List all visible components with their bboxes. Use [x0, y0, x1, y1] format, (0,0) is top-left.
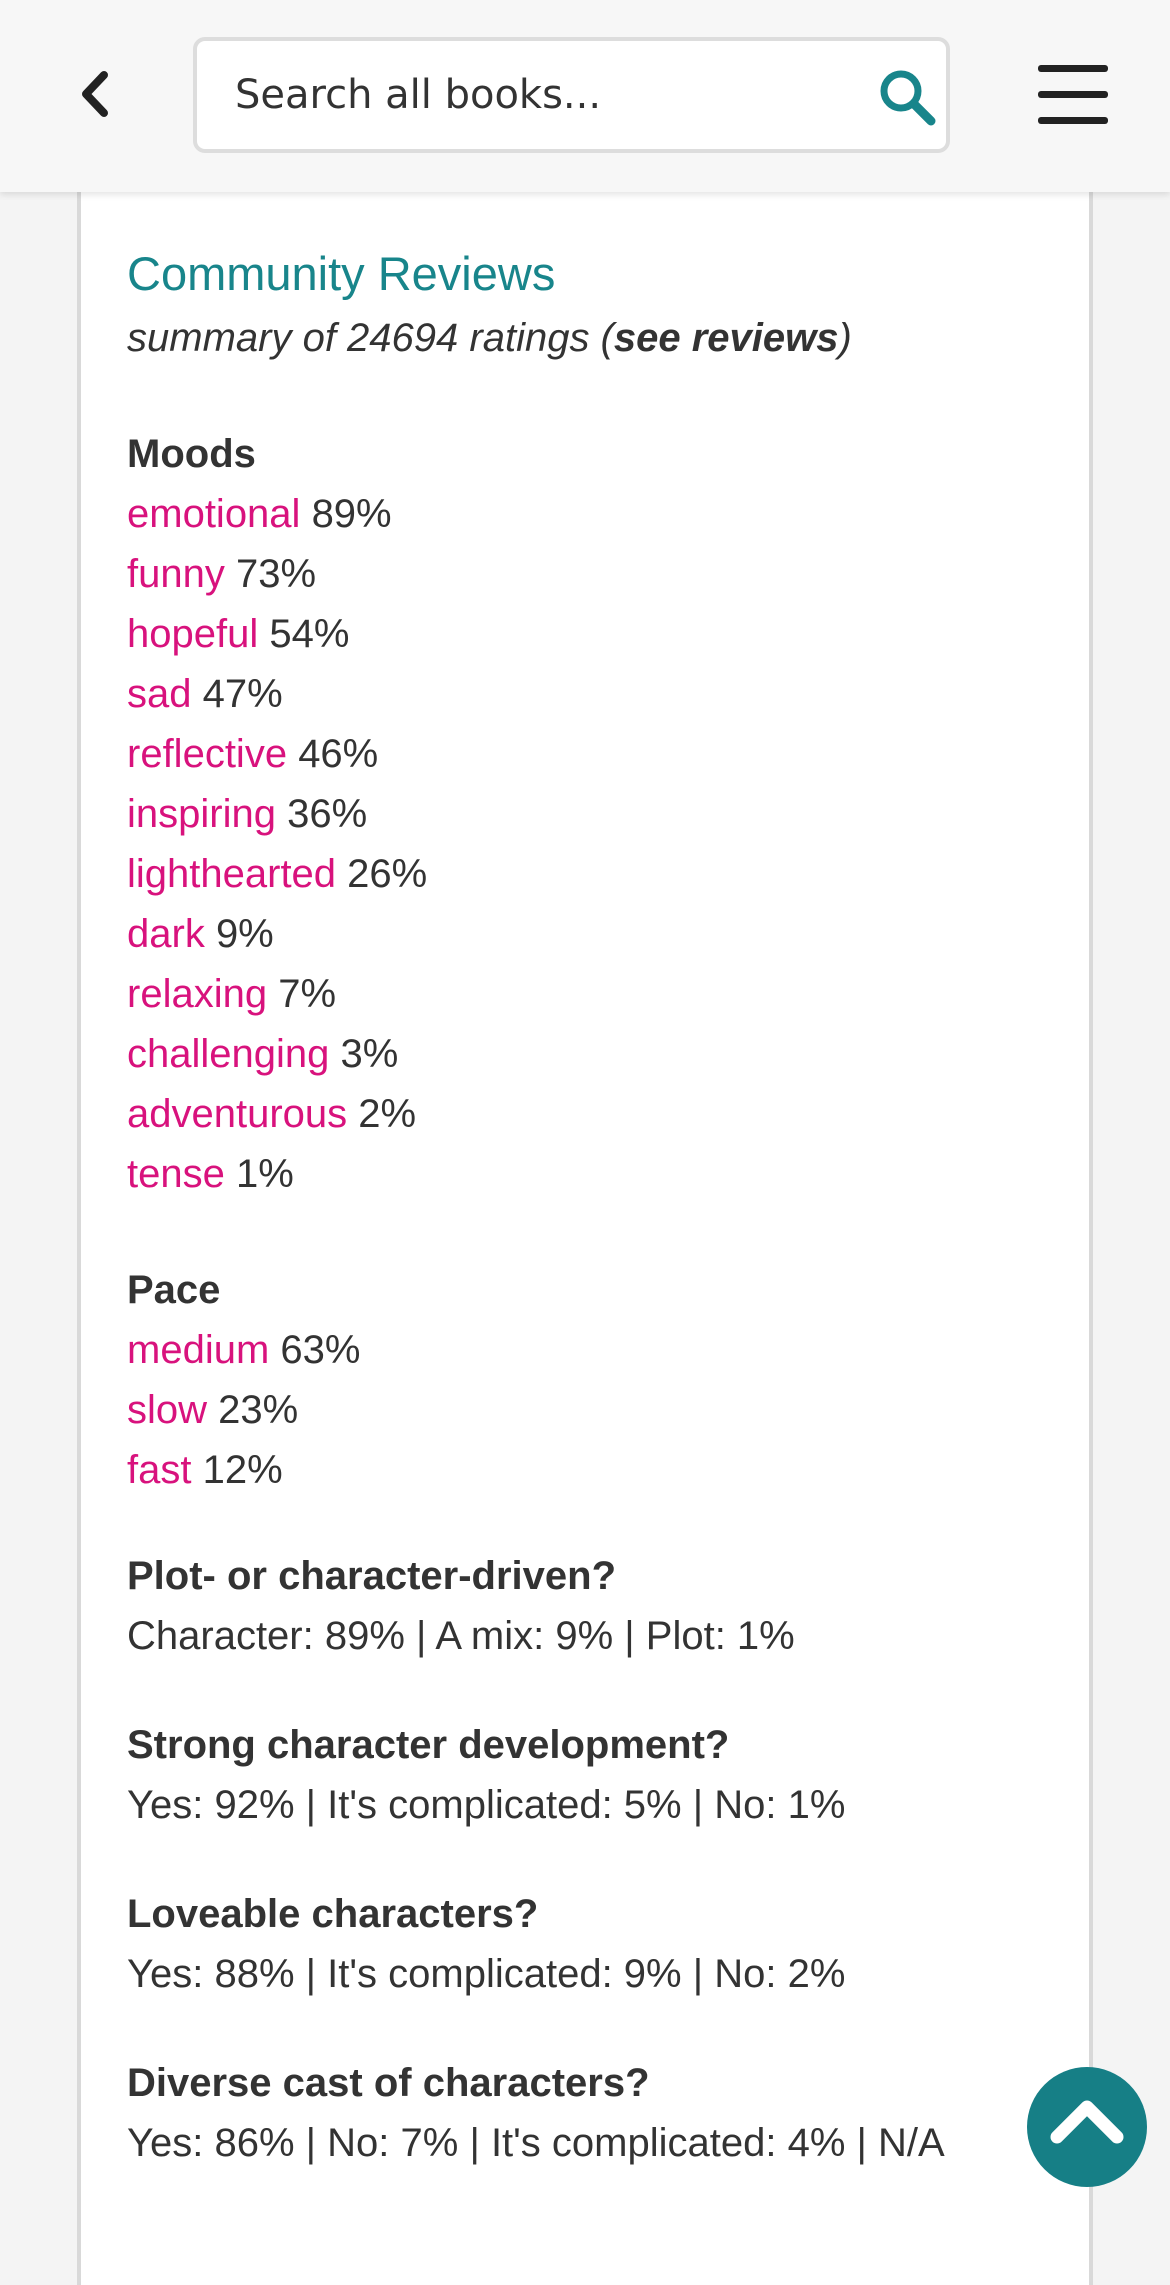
chevron-up-icon — [1047, 2093, 1127, 2153]
mood-link[interactable]: reflective — [127, 732, 288, 776]
pace-section — [127, 1260, 1057, 1500]
mood-percent: 46% — [298, 732, 379, 776]
chevron-left-icon — [74, 69, 114, 119]
question-heading: Diverse cast of characters? — [127, 2061, 650, 2105]
moods-section — [127, 424, 1057, 1204]
question-plot-or-character — [127, 1546, 1057, 1666]
mood-row — [127, 1024, 1057, 1084]
mood-link[interactable]: inspiring — [127, 792, 276, 836]
mood-row — [127, 904, 1057, 964]
section-title: Community Reviews — [127, 247, 556, 300]
mood-row — [127, 724, 1057, 784]
mood-percent: 7% — [278, 972, 337, 1016]
search-input[interactable] — [235, 63, 835, 127]
question-answer: Yes: 92% | It's complicated: 5% | No: 1% — [127, 1783, 846, 1827]
mood-percent: 73% — [235, 552, 317, 596]
back-button[interactable] — [62, 62, 126, 126]
question-heading: Loveable characters? — [127, 1892, 539, 1936]
mood-link[interactable]: sad — [127, 672, 192, 716]
mood-percent: 36% — [287, 792, 368, 836]
pace-link[interactable]: slow — [127, 1388, 208, 1432]
mood-percent: 2% — [358, 1092, 417, 1136]
mood-link[interactable]: emotional — [127, 492, 301, 536]
question-heading: Plot- or character-driven? — [127, 1554, 617, 1598]
mood-link[interactable]: relaxing — [127, 972, 268, 1016]
pace-link[interactable]: medium — [127, 1328, 270, 1372]
question-answer: Yes: 88% | It's complicated: 9% | No: 2% — [127, 1952, 846, 1996]
mood-percent: 9% — [215, 912, 274, 956]
mood-percent: 89% — [311, 492, 392, 536]
mood-percent: 1% — [235, 1152, 294, 1196]
mood-percent: 54% — [269, 612, 350, 656]
search-icon[interactable] — [877, 67, 937, 127]
mood-link[interactable]: adventurous — [127, 1092, 348, 1136]
pace-percent: 63% — [280, 1328, 361, 1372]
question-heading: Strong character development? — [127, 1723, 730, 1767]
pace-percent: 23% — [218, 1388, 299, 1432]
community-reviews-section — [127, 240, 1057, 2173]
mood-percent: 26% — [347, 852, 428, 896]
question-character-development — [127, 1715, 1057, 1835]
mood-percent: 47% — [202, 672, 283, 716]
question-answer: Yes: 86% | No: 7% | It's complicated: 4% | N/A — [127, 2121, 945, 2165]
pace-heading: Pace — [127, 1268, 221, 1312]
mood-row — [127, 484, 1057, 544]
search-box — [193, 37, 950, 153]
pace-row — [127, 1440, 1057, 1500]
mood-link[interactable]: tense — [127, 1152, 225, 1196]
summary-prefix: summary of 24694 ratings ( — [127, 316, 614, 360]
mood-link[interactable]: funny — [127, 552, 225, 596]
question-answer: Character: 89% | A mix: 9% | Plot: 1% — [127, 1614, 795, 1658]
mood-row — [127, 664, 1057, 724]
top-bar — [0, 0, 1170, 192]
summary-suffix: ) — [838, 316, 852, 360]
mood-row — [127, 1084, 1057, 1144]
mood-link[interactable]: lighthearted — [127, 852, 337, 896]
mood-row — [127, 844, 1057, 904]
question-loveable-characters — [127, 1884, 1057, 2004]
mood-link[interactable]: challenging — [127, 1032, 330, 1076]
see-reviews-link[interactable]: see reviews — [613, 316, 839, 360]
pace-row — [127, 1320, 1057, 1380]
mood-link[interactable]: dark — [127, 912, 205, 956]
pace-row — [127, 1380, 1057, 1440]
scroll-to-top-button[interactable] — [1027, 2067, 1147, 2187]
question-diverse-cast — [127, 2053, 1057, 2173]
pace-percent: 12% — [202, 1448, 283, 1492]
mood-row — [127, 784, 1057, 844]
mood-percent: 3% — [340, 1032, 399, 1076]
moods-heading: Moods — [127, 432, 256, 476]
mood-row — [127, 604, 1057, 664]
mood-row — [127, 964, 1057, 1024]
mood-row — [127, 1144, 1057, 1204]
pace-link[interactable]: fast — [127, 1448, 192, 1492]
hamburger-menu-icon[interactable] — [1032, 60, 1112, 130]
mood-link[interactable]: hopeful — [127, 612, 259, 656]
ratings-summary — [127, 308, 1057, 368]
mood-row — [127, 544, 1057, 604]
